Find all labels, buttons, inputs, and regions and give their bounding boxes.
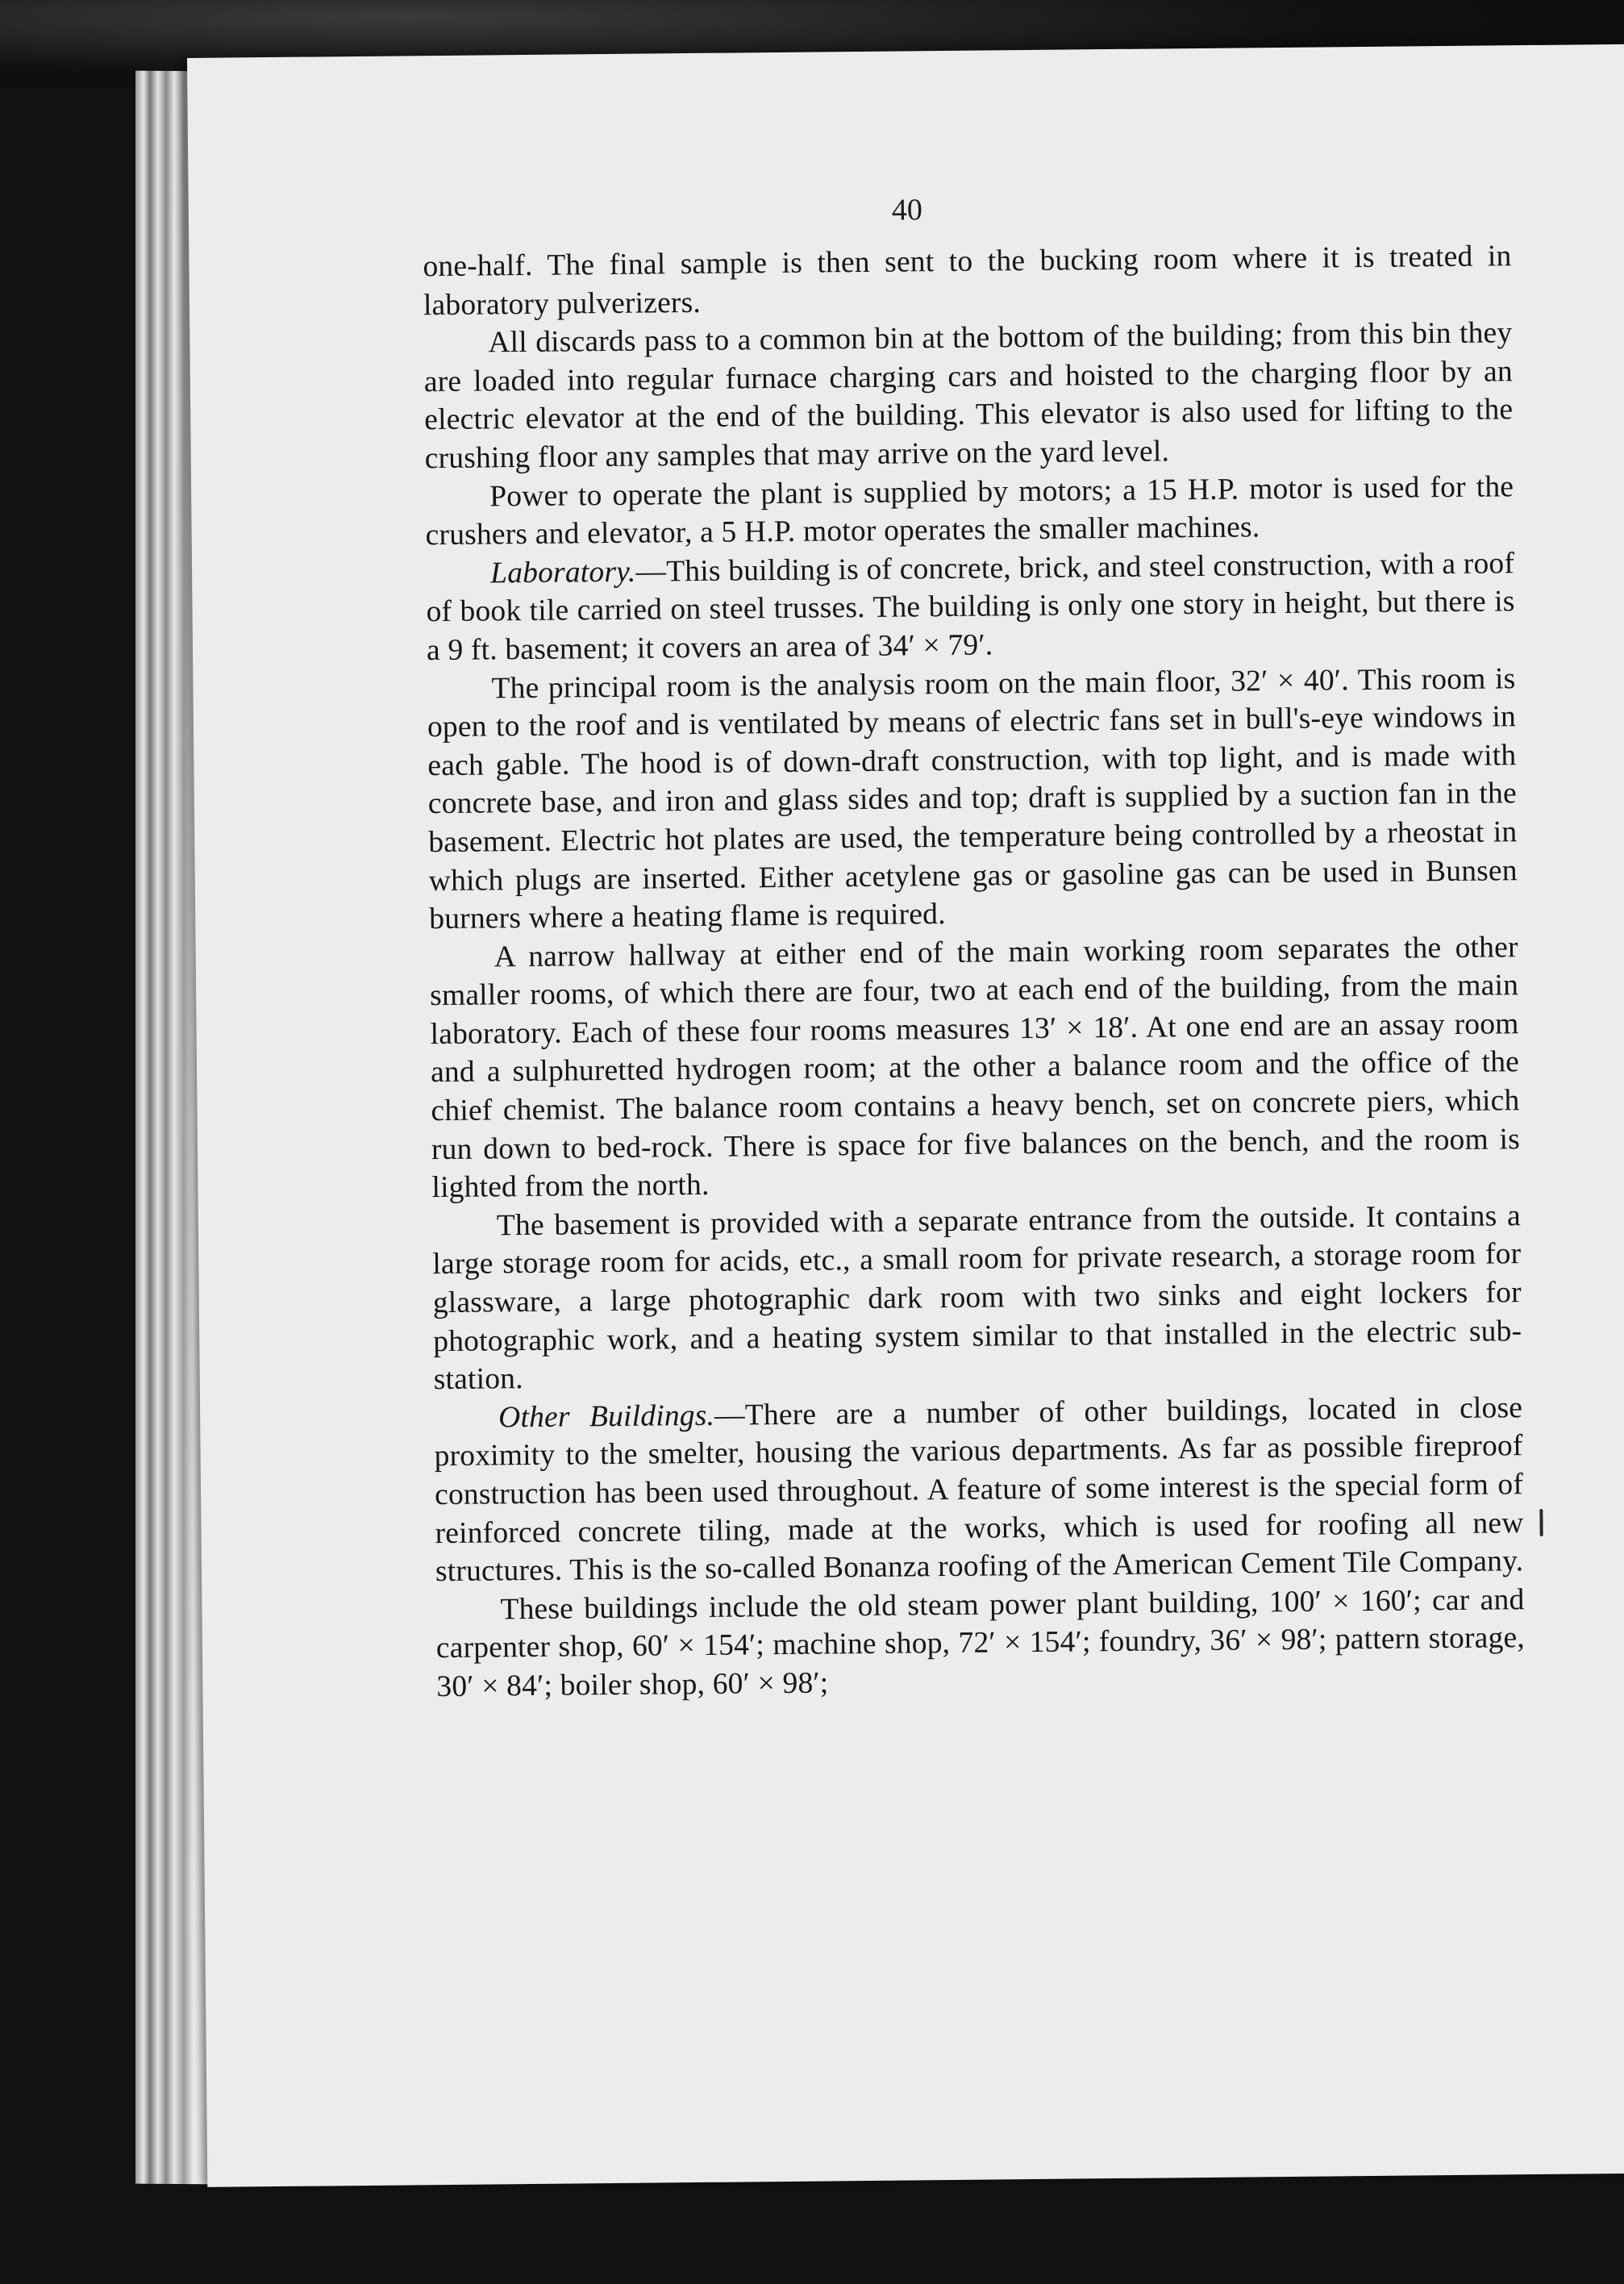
- paragraph: [435, 1581, 1525, 1707]
- paragraph-text: All discards pass to a common bin at the bottom of the building; from this bin they are loaded into regular furnace charging cars and hoisted to the charging floor by an electric elevator at the end of the building. This elevator is also used for lifting to the crushing floor any samples that may arrive on the yard level.: [423, 316, 1514, 476]
- paragraph: [423, 237, 1512, 324]
- paragraph: [427, 660, 1518, 939]
- paragraph: [423, 314, 1514, 477]
- scan-speck: [1539, 1509, 1543, 1536]
- paragraph: [426, 544, 1515, 670]
- paragraph-text: The principal room is the analysis room on the main floor, 32′ × 40′. This room is open to the roof and is ventilated by means of electric fans set in bull's-eye windows in each gable. The hood is of down-draft construction, with top light, and is made with concrete base, and iron and glass sides and top; draft is supplied by a suction fan in the basement. Electric hot plates are used, the temperature being controlled by a rheostat in which plugs are inserted. Either acetylene gas or gasoline gas can be used in Bunsen burners where a heating flame is required.: [427, 661, 1518, 936]
- paragraph: [432, 1197, 1522, 1399]
- paragraph-text: —This building is of concrete, brick, and steel construction, with a roof of book tile carried on steel trusses. The building is only one story in height, but there is a 9 ft. basement; it covers an area of 34′ × 79′.: [426, 546, 1515, 668]
- paragraph-text: Power to operate the plant is supplied by motors; a 15 H.P. motor is used for the crushers and elevator, a 5 H.P. motor operates the smaller machines.: [425, 469, 1514, 552]
- paragraph-text: one-half. The final sample is then sent to the bucking room where it is treated in laboratory pulverizers.: [423, 240, 1512, 322]
- book-page: [187, 44, 1624, 2187]
- paragraph-text: The basement is provided with a separate entrance from the outside. It contains a large storage room for acids, etc., a small room for private research, a storage room for glassware, a large photographic dark room with two sinks and eight lockers for photographic work, and a heating system similar to that installed in the electric sub-station.: [432, 1199, 1522, 1397]
- paragraph: [425, 468, 1514, 555]
- paragraph: [434, 1389, 1524, 1591]
- body-text: [423, 237, 1525, 1706]
- section-heading: Laboratory.: [489, 555, 636, 590]
- section-heading: Other Buildings.: [498, 1398, 715, 1435]
- paragraph-text: —There are a number of other buildings, located in close proximity to the smelter, housing the various departments. As far as possible fireproof construction has been used throughout. A feature of some interest is the special form of reinforced concrete tiling, made at the works, which is used for roofing all new structures. This is the so-called Bonanza roofing of the American Cement Tile Company.: [434, 1390, 1524, 1589]
- page-number: 40: [891, 193, 923, 227]
- paragraph-text: These buildings include the old steam power plant building, 100′ × 160′; car and carpenter shop, 60′ × 154′; machine shop, 72′ × 154′; foundry, 36′ × 98′; pattern storage, 30′ × 84′; boiler shop, 60′ × 98′;: [435, 1582, 1526, 1704]
- paragraph-text: A narrow hallway at either end of the main working room separates the other smaller rooms, of which there are four, two at each end of the building, from the main laboratory. Each of these four rooms measures 13′ × 18′. At one end are an assay room and a sulphuretted hydrogen room; at the other a balance room and the office of the chief chemist. The balance room contains a heavy bench, set on concrete piers, which run down to bed-rock. There is space for five balances on the bench, and the room is lighted from the north.: [429, 930, 1521, 1205]
- paragraph: [429, 928, 1520, 1207]
